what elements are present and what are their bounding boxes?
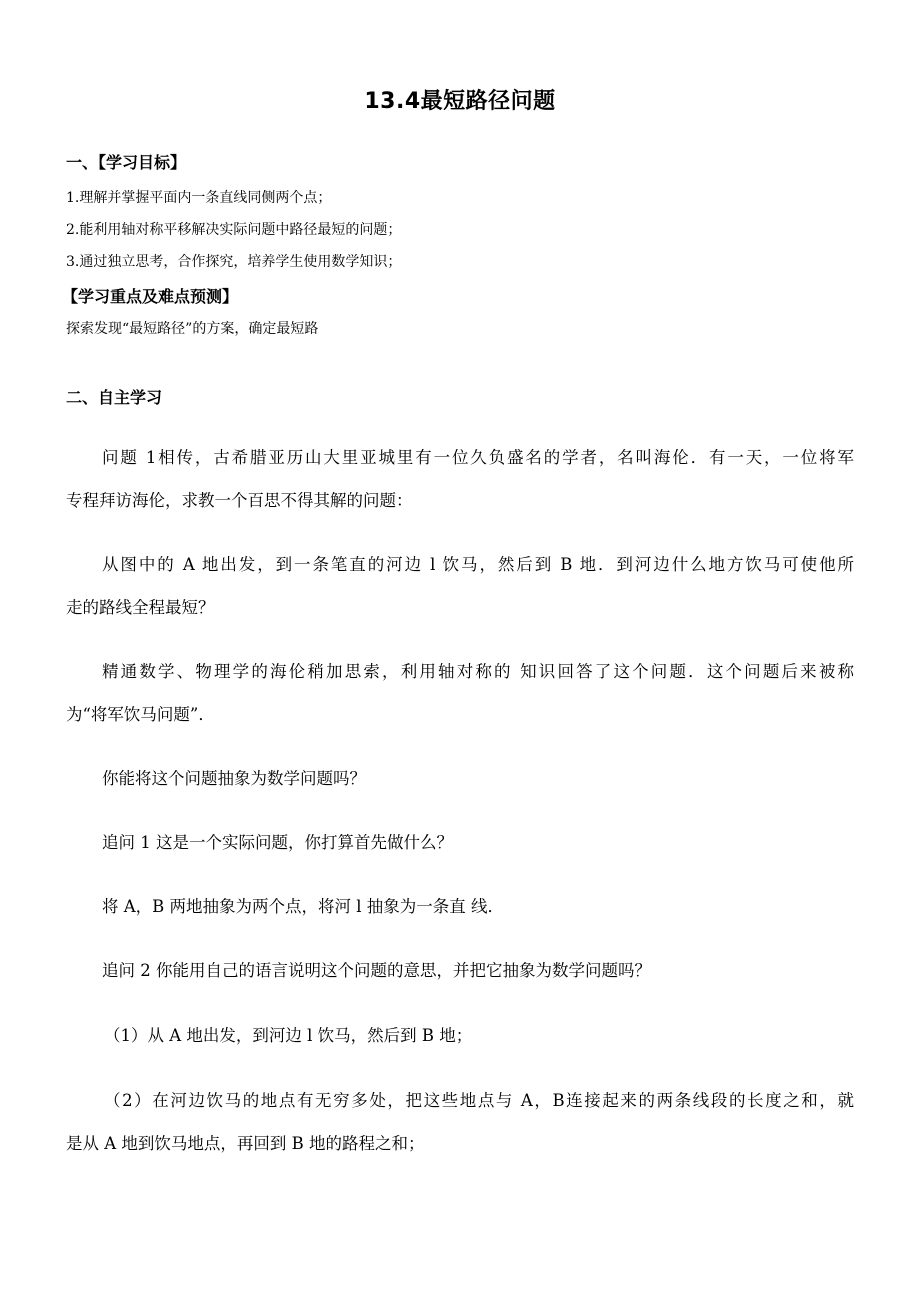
section-heading-self-study: 二、自主学习 <box>66 388 163 407</box>
paragraph-line: 为“将军饮马问题”． <box>66 705 215 724</box>
goal-item: 1.理解并掌握平面内一条直线同侧两个点； <box>66 190 332 206</box>
paragraph: 将 A，B 两地抽象为两个点，将河 l 抽象为一条直 线． <box>102 897 505 916</box>
section-heading-learning-goals: 一、【学习目标】 <box>66 153 187 172</box>
paragraph-line: （2）在河边饮马的地点有无穷多处，把这些地点与 A，B连接起来的两条线段的长度之和，就 <box>104 1091 854 1110</box>
key-points-text: 探索发现“最短路径”的方案，确定最短路 <box>66 321 319 337</box>
goal-item: 3.通过独立思考，合作探究，培养学生使用数学知识； <box>66 254 402 270</box>
paragraph-line: 专程拜访海伦，求教一个百思不得其解的问题： <box>66 491 413 510</box>
section-heading-key-points: 【学习重点及难点预测】 <box>62 287 239 306</box>
paragraph-line: 走的路线全程最短？ <box>66 598 215 617</box>
paragraph: 追问 2 你能用自己的语言说明这个问题的意思，并把它抽象为数学问题吗？ <box>102 961 651 980</box>
paragraph-line: 是从 A 地到饮马地点，再回到 B 地的路程之和； <box>66 1134 425 1153</box>
paragraph: （1）从 A 地出发，到河边 l 饮马，然后到 B 地； <box>104 1026 473 1045</box>
paragraph-line: 精通数学、物理学的海伦稍加思索，利用轴对称的 知识回答了这个问题．这个问题后来被称 <box>102 662 854 681</box>
goal-item: 2.能利用轴对称平移解决实际问题中路径最短的问题； <box>66 222 402 238</box>
page-title: 13.4最短路径问题 <box>364 89 556 114</box>
paragraph: 你能将这个问题抽象为数学问题吗？ <box>102 769 366 788</box>
paragraph-line: 从图中的 A 地出发，到一条笔直的河边 l 饮马，然后到 B 地．到河边什么地方饮马可使他所 <box>102 555 854 574</box>
paragraph-line: 问题 1相传，古希腊亚历山大里亚城里有一位久负盛名的学者，名叫海伦．有一天，一位将军 <box>102 448 854 467</box>
paragraph: 追问 1 这是一个实际问题，你打算首先做什么？ <box>102 833 453 852</box>
